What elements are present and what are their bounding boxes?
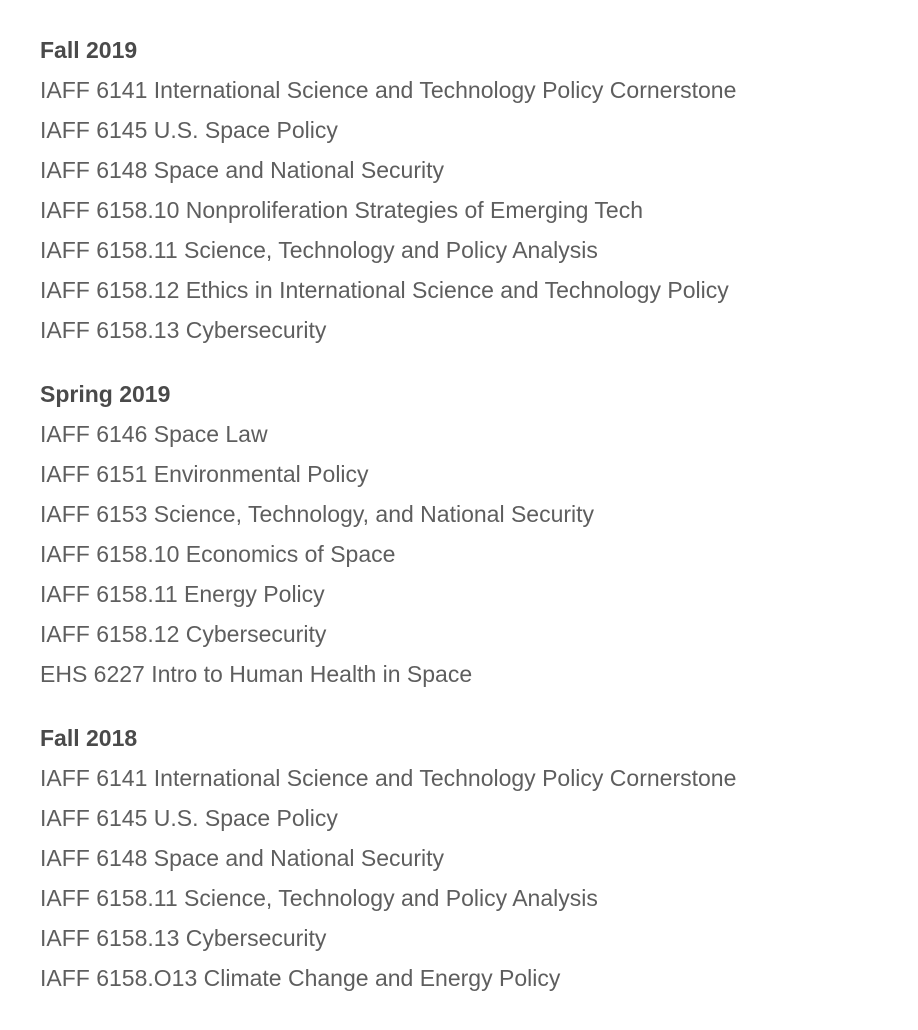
course-item: IAFF 6146 Space Law — [40, 421, 268, 447]
course-schedule — [40, 30, 898, 998]
course-item: IAFF 6145 U.S. Space Policy — [40, 117, 338, 143]
term-fall-2019 — [40, 30, 898, 350]
course-item: IAFF 6141 International Science and Technology Policy Cornerstone — [40, 765, 737, 791]
course-item: IAFF 6141 International Science and Technology Policy Cornerstone — [40, 77, 737, 103]
course-item: IAFF 6145 U.S. Space Policy — [40, 805, 338, 831]
course-item: IAFF 6148 Space and National Security — [40, 845, 445, 871]
course-item: IAFF 6158.10 Economics of Space — [40, 541, 396, 567]
course-item: IAFF 6158.11 Science, Technology and Policy Analysis — [40, 885, 598, 911]
course-item: IAFF 6158.12 Cybersecurity — [40, 621, 327, 647]
course-list — [40, 758, 898, 998]
course-item: IAFF 6158.13 Cybersecurity — [40, 317, 327, 343]
course-item: IAFF 6158.13 Cybersecurity — [40, 925, 327, 951]
course-item: IAFF 6158.10 Nonproliferation Strategies of Emerging Tech — [40, 197, 644, 223]
term-heading: Fall 2019 — [40, 37, 138, 63]
course-item: IAFF 6158.11 Science, Technology and Policy Analysis — [40, 237, 598, 263]
course-item: IAFF 6158.O13 Climate Change and Energy Policy — [40, 965, 561, 991]
course-item: IAFF 6153 Science, Technology, and National Security — [40, 501, 595, 527]
course-item: IAFF 6151 Environmental Policy — [40, 461, 369, 487]
term-fall-2018 — [40, 718, 898, 998]
course-item: IAFF 6148 Space and National Security — [40, 157, 445, 183]
course-list — [40, 70, 898, 350]
course-item: IAFF 6158.12 Ethics in International Science and Technology Policy — [40, 277, 729, 303]
course-list — [40, 414, 898, 694]
term-heading: Spring 2019 — [40, 381, 171, 407]
course-item: IAFF 6158.11 Energy Policy — [40, 581, 325, 607]
course-item: EHS 6227 Intro to Human Health in Space — [40, 661, 473, 687]
term-heading: Fall 2018 — [40, 725, 138, 751]
term-spring-2019 — [40, 374, 898, 694]
